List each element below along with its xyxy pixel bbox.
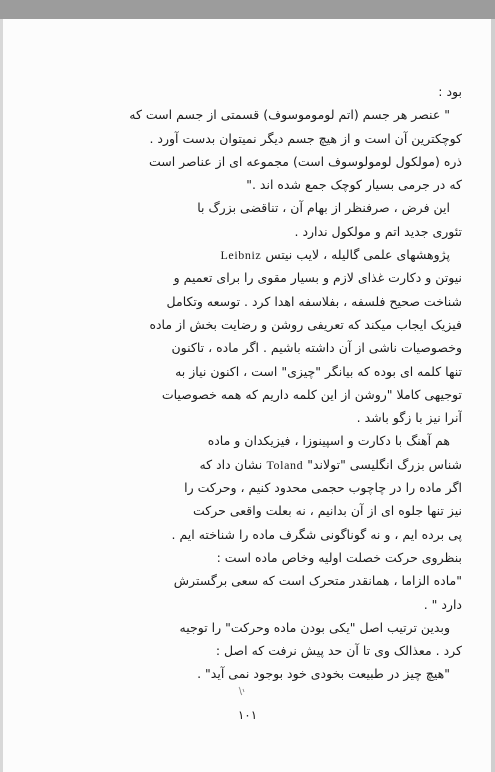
latin-name: Leibniz bbox=[220, 248, 262, 263]
text-line-content: هم آهنگ با دکارت و اسپینوزا ، فیزیکدان و ماده bbox=[207, 433, 450, 449]
viewer-top-bar bbox=[0, 0, 495, 19]
text-line bbox=[52, 103, 462, 126]
body-text bbox=[52, 80, 462, 686]
text-line-content: شناخت صحیح فلسفه ، بفلاسفه اهدا کرد . توسعه وتکامل bbox=[166, 293, 462, 309]
text-line-content: پی برده ایم ، و نه گوناگونی شگرف ماده را شناخته ایم . bbox=[171, 526, 462, 542]
text-line bbox=[52, 127, 462, 150]
text-line bbox=[52, 476, 462, 499]
text-line-content: بود : bbox=[438, 84, 462, 99]
text-line-content: وخصوصیات ناشی از آن داشته باشیم . اگر ماده ، تاکنون bbox=[171, 340, 462, 356]
text-line bbox=[52, 639, 462, 662]
text-line bbox=[52, 593, 462, 616]
text-line bbox=[52, 662, 462, 685]
text-line-content: " عنصر هر جسم (اتم لوموموسوف) قسمتی از جسم است که bbox=[129, 107, 450, 123]
text-line-content: فیزیک ایجاب میکند که تعریفی روشن و رضایت بخش از ماده bbox=[149, 316, 462, 332]
text-line-content: این فرض ، صرفنظر از بهام آن ، تناقضی بزرگ با bbox=[197, 200, 450, 216]
text-line bbox=[52, 173, 462, 196]
page-edge-right bbox=[491, 19, 495, 772]
page-edge-left bbox=[0, 19, 3, 772]
text-line bbox=[52, 406, 462, 429]
text-line bbox=[52, 523, 462, 546]
text-line-content: دارد " . bbox=[423, 596, 462, 612]
text-line-content: پژوهشهای علمی گالیله ، لایب نیتس bbox=[265, 247, 450, 263]
text-line bbox=[52, 220, 462, 243]
page-number: ۱۰۱ bbox=[237, 708, 258, 722]
text-line-content: کرد . معذالک وی تا آن حد پیش نرفت که اصل : bbox=[215, 643, 462, 659]
text-line-content: تنها کلمه ای بوده که بیانگر "چیزی" است ، اکنون نیاز به bbox=[175, 363, 462, 379]
text-line-content: ذره (مولکول لومولوسوف است) مجموعه ای از عناصر است bbox=[148, 153, 462, 169]
text-line-content: توجیهی کاملا "روشن از این کلمه داریم که همه خصوصیات bbox=[161, 386, 462, 402]
latin-name: Toland bbox=[266, 457, 304, 472]
text-line-content: آنرا نیز با زگو باشد . bbox=[356, 410, 462, 426]
text-line bbox=[52, 243, 462, 266]
text-line-content: "هیچ چیز در طبیعت بخودی خود بوجود نمی آید" . bbox=[197, 666, 450, 682]
text-line bbox=[52, 429, 462, 452]
text-line-content: وبدین ترتیب اصل "یکی بودن ماده وحرکت" را توجیه bbox=[179, 619, 450, 635]
text-line-content: تئوری جدید اتم و مولکول ندارد . bbox=[294, 223, 462, 239]
text-line bbox=[52, 499, 462, 522]
text-line-content: "ماده الزاما ، همانقدر متحرک است که سعی برگسترش bbox=[173, 573, 462, 589]
text-line bbox=[52, 266, 462, 289]
text-line-content: نیوتن و دکارت غذای لازم و بسیار مقوی را برای تعمیم و bbox=[173, 270, 462, 286]
text-line bbox=[52, 313, 462, 336]
text-line bbox=[52, 290, 462, 313]
text-line-content: نیز تنها جلوه ای از آن بدانیم ، نه بعلت واقعی حرکت bbox=[193, 503, 462, 519]
text-line bbox=[52, 336, 462, 359]
text-line bbox=[52, 453, 462, 476]
text-line bbox=[52, 383, 462, 406]
text-line-tail: نشان داد که bbox=[199, 456, 263, 472]
pen-mark-icon bbox=[236, 685, 250, 699]
text-line bbox=[52, 80, 462, 103]
text-line-content: اگر ماده را در چاچوب حجمی محدود کنیم ، وحرکت را bbox=[184, 480, 462, 496]
text-line bbox=[52, 569, 462, 592]
text-line-content: بنظروی حرکت خصلت اولیه وخاص ماده است : bbox=[216, 549, 462, 565]
text-line-content: شناس بزرگ انگلیسی "تولاند" bbox=[307, 456, 462, 472]
text-line bbox=[52, 616, 462, 639]
text-line bbox=[52, 546, 462, 569]
text-line-content: که در جرمی بسیار کوچک جمع شده اند ." bbox=[246, 177, 462, 193]
text-line bbox=[52, 150, 462, 173]
text-line bbox=[52, 196, 462, 219]
text-line-content: کوچکترین آن است و از هیچ جسم دیگر نمیتوان بدست آورد . bbox=[149, 130, 462, 146]
text-line bbox=[52, 360, 462, 383]
